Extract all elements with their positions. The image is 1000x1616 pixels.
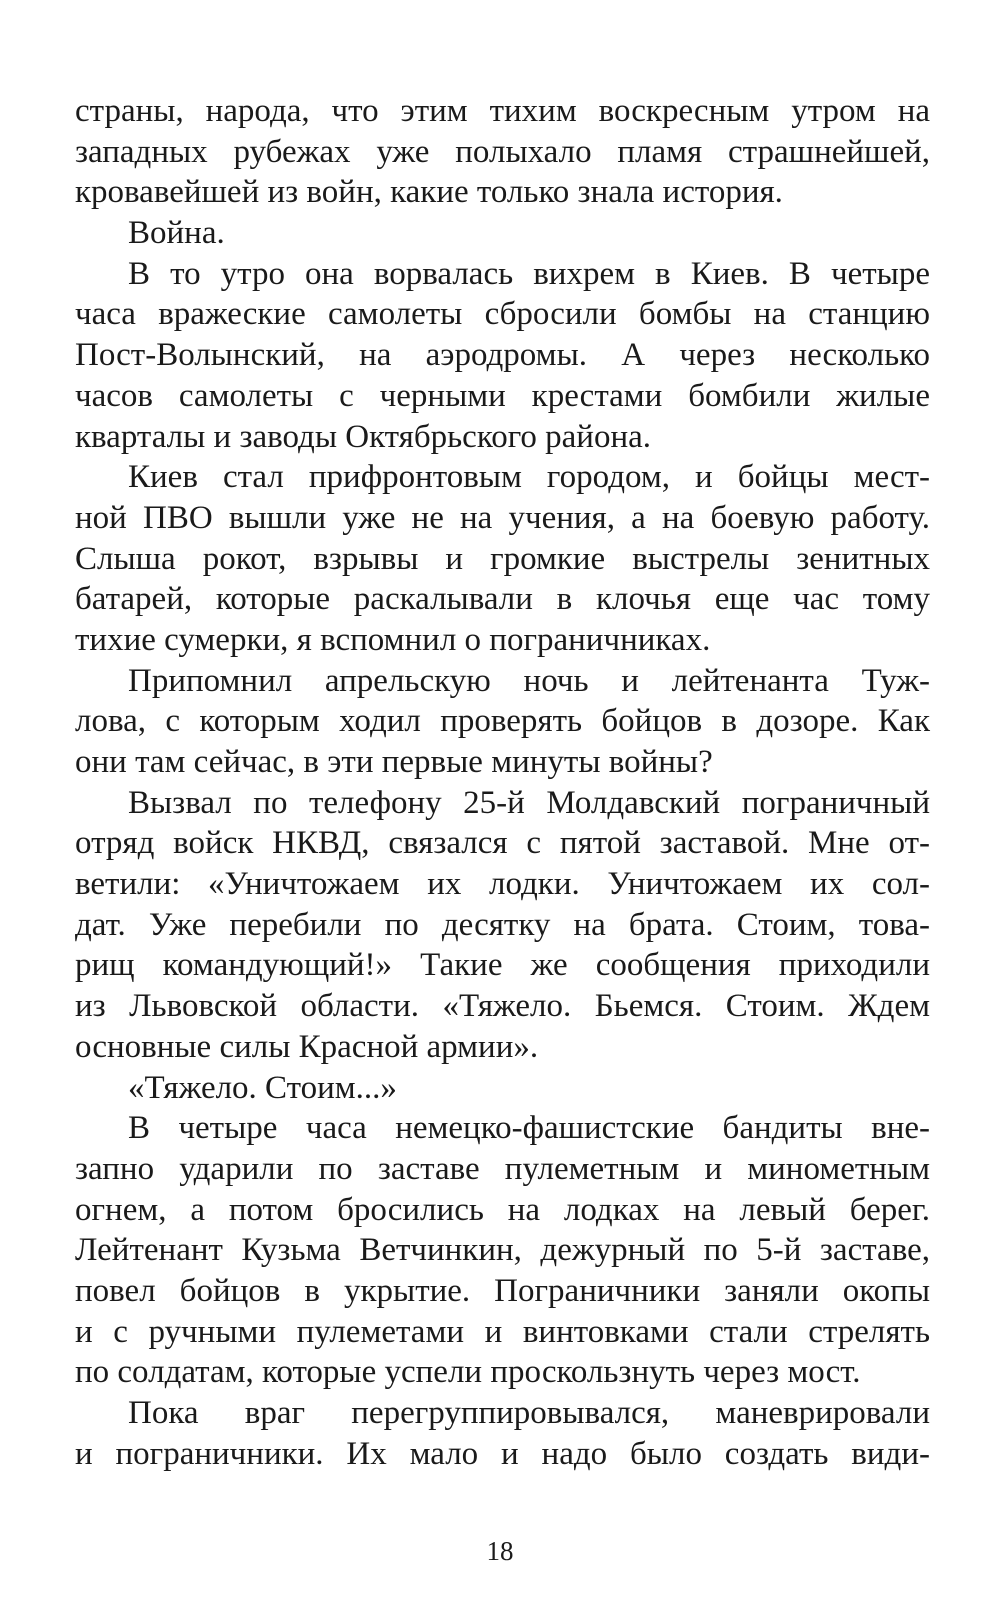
text-line: Пока враг перегруппировывался, маневрировали [128, 1395, 930, 1431]
page-body-text [75, 91, 930, 1474]
text-line: дат. Уже перебили по десятку на брата. Стоим, това- [75, 906, 930, 943]
text-line: батарей, которые раскалывали в клочья еще час тому [75, 581, 930, 618]
text-line: они там сейчас, в эти первые минуты войны? [75, 744, 713, 780]
text-line: основные силы Красной армии». [75, 1028, 539, 1065]
text-line: лова, с которым ходил проверять бойцов в дозоре. Как [75, 703, 930, 740]
text-line: Вызвал по телефону 25-й Молдавский пограничный [128, 784, 930, 821]
text-line: часа вражеские самолеты сбросили бомбы на станцию [75, 296, 930, 333]
text-line: Война. [128, 215, 225, 252]
text-line: по солдатам, которые успели проскользнуть через мост. [75, 1354, 861, 1391]
text-line: запно ударили по заставе пулеметным и минометным [75, 1150, 930, 1187]
text-line: кварталы и заводы Октябрьского района. [75, 418, 652, 455]
text-line: Киев стал прифронтовым городом, и бойцы мест- [128, 459, 930, 496]
text-line: и пограничники. Их мало и надо было создать види- [75, 1435, 930, 1472]
text-line: тихие сумерки, я вспомнил о пограничниках. [75, 621, 711, 658]
page-number: 18 [486, 1536, 514, 1566]
text-line: кровавейшей из войн, какие только знала история. [75, 174, 783, 211]
text-line: Слыша рокот, взрывы и громкие выстрелы зенитных [75, 540, 930, 577]
text-line: ной ПВО вышли уже не на учения, а на боевую работу. [75, 499, 930, 536]
text-line: Припомнил апрельскую ночь и лейтенанта Туж- [128, 662, 930, 699]
text-line: часов самолеты с черными крестами бомбили жилые [75, 377, 930, 414]
text-line: повел бойцов в укрытие. Пограничники заняли окопы [75, 1272, 930, 1309]
text-line: ветили: «Уничтожаем их лодки. Уничтожаем их сол- [75, 866, 930, 903]
text-line: и с ручными пулеметами и винтовками стали стрелять [75, 1313, 930, 1350]
text-line: западных рубежах уже полыхало пламя страшнейшей, [75, 133, 930, 170]
text-line: отряд войск НКВД, связался с пятой заставой. Мне от- [75, 825, 930, 862]
text-line: Лейтенант Кузьма Ветчинкин, дежурный по 5-й заставе, [75, 1232, 930, 1269]
text-line: В то утро она ворвалась вихрем в Киев. В четыре [128, 255, 930, 292]
text-line: рищ командующий!» Такие же сообщения приходили [75, 947, 930, 984]
text-line: из Львовской области. «Тяжело. Бьемся. Стоим. Ждем [75, 988, 930, 1025]
text-line: Пост-Волынский, на аэродромы. А через несколько [75, 337, 930, 374]
text-line: «Тяжело. Стоим...» [128, 1069, 397, 1106]
text-line: В четыре часа немецко-фашистские бандиты вне- [128, 1110, 930, 1147]
text-line: огнем, а потом бросились на лодках на левый берег. [75, 1191, 930, 1228]
text-line: страны, народа, что этим тихим воскресным утром на [75, 93, 930, 129]
